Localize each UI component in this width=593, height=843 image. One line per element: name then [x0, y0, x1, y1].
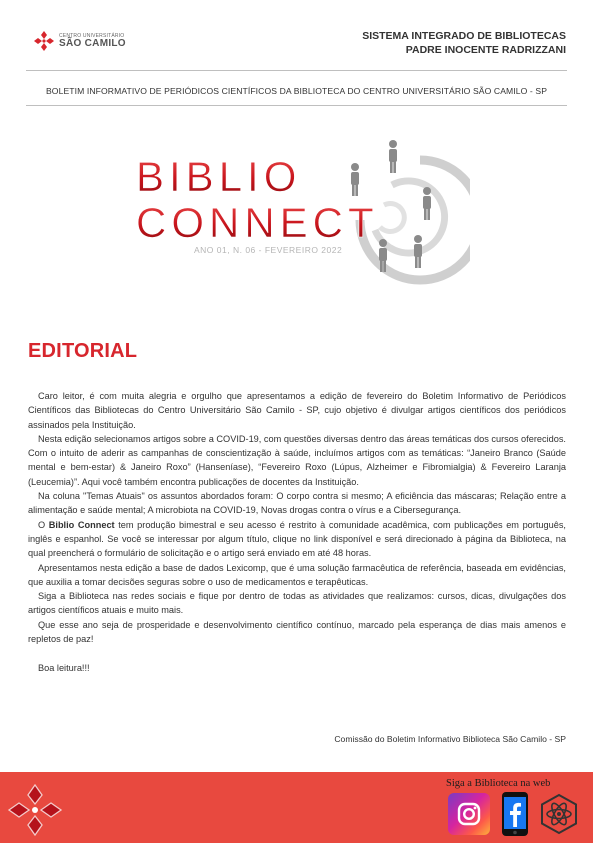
paragraph-5: Apresentamos nesta edição a base de dados Lexicomp, que é uma solução farmacêutica de referência, baseada em evidências, que auxilia a tomar decisões seguras sobre o uso de medicamentos e terapêuticas.	[28, 562, 566, 587]
paragraph-4	[28, 518, 566, 561]
editorial-body	[28, 389, 566, 675]
social-label: Siga a Biblioteca na web	[446, 778, 551, 789]
facebook-icon[interactable]	[501, 791, 529, 837]
biblio-connect-masthead	[130, 135, 470, 285]
masthead-word-biblio: BIBLIO	[136, 153, 302, 200]
paragraph-4-text: tem produção bimestral e seu acesso é restrito à comunidade acadêmica, com publicações em português, inglês e espanhol. Se você se interessar por algum título, clique no link disponível e será direcionado à página da Biblioteca, na qual preencherá o formulário de solicitação e o artigo será enviado em até 48 horas.	[28, 519, 566, 559]
committee-signoff: Comissão do Boletim Informativo Biblioteca São Camilo - SP	[334, 734, 566, 744]
header-divider-top	[26, 70, 567, 71]
paragraph-6: Siga a Biblioteca nas redes sociais e fique por dentro de todas as atividades que realizamos: cursos, dicas, divulgações dos artigos científicos atuais e muito mais.	[28, 591, 566, 616]
header-divider-bottom	[26, 105, 567, 106]
logo-small-text: CENTRO UNIVERSITÁRIO	[59, 32, 125, 39]
issue-line: ANO 01, N. 06 - FEVEREIRO 2022	[194, 245, 343, 255]
paragraph-2: Nesta edição selecionamos artigos sobre a COVID-19, com questões diversas dentro das áreas temáticas dos cursos oferecidos. Com o intuito de aderir as campanhas de conscientização à saúde, incluímos artigos com as temáticas: “Janeiro Branco (Saúde mental e bem-estar) & Janeiro Roxo” (Hanseníase), “Fevereiro Roxo (Lúpus, Alzheimer e Fibromialgia) & Fevereiro Laranja (Leucemia)”. Aqui você também encontra publicações de docentes da Instituição.	[28, 433, 566, 487]
cross-logo-icon	[6, 782, 64, 838]
masthead-word-connect: CONNECT	[136, 199, 379, 246]
paragraph-3: Na coluna "Temas Atuais" os assuntos abordados foram: O corpo contra si mesmo; A eficiência das máscaras; Relação entre a alimentação e saúde mental; A microbiota na COVID-19, Novas drogas contra o vírus e a Cibersegurança.	[28, 491, 566, 516]
sao-camilo-logo	[33, 30, 126, 52]
editorial-heading: EDITORIAL	[28, 340, 138, 362]
paragraph-7: Que esse ano seja de prosperidade e desenvolvimento científico contínuo, marcado pela esperança de dias mais amenos e repletos de paz!	[28, 619, 566, 645]
bulletin-subtitle: BOLETIM INFORMATIVO DE PERIÓDICOS CIENTÍFICOS DA BIBLIOTECA DO CENTRO UNIVERSITÁRIO SÃO CAMILO - SP	[45, 86, 548, 96]
instagram-icon[interactable]	[448, 793, 490, 835]
cross-logo-icon	[33, 30, 55, 52]
logo-big-text: SÃO CAMILO	[59, 37, 126, 49]
system-title	[362, 29, 566, 57]
system-title-line1: SISTEMA INTEGRADO DE BIBLIOTECAS	[362, 30, 566, 42]
footer-bar	[0, 772, 593, 843]
system-title-line2: PADRE INOCENTE RADRIZZANI	[405, 44, 566, 56]
paragraph-4-prefix: O	[38, 519, 49, 530]
atom-icon[interactable]	[538, 793, 580, 835]
closing-line: Boa leitura!!!	[38, 662, 90, 673]
biblio-connect-bold: Biblio Connect	[48, 519, 115, 530]
paragraph-1: Caro leitor, é com muita alegria e orgulho que apresentamos a edição de fevereiro do Boletim Informativo de Periódicos Científicos das Bibliotecas do Centro Universitário São Camilo - SP, cujo objetivo é divulgar artigos científicos dos periódicos assinados pela Instituição.	[28, 391, 566, 430]
